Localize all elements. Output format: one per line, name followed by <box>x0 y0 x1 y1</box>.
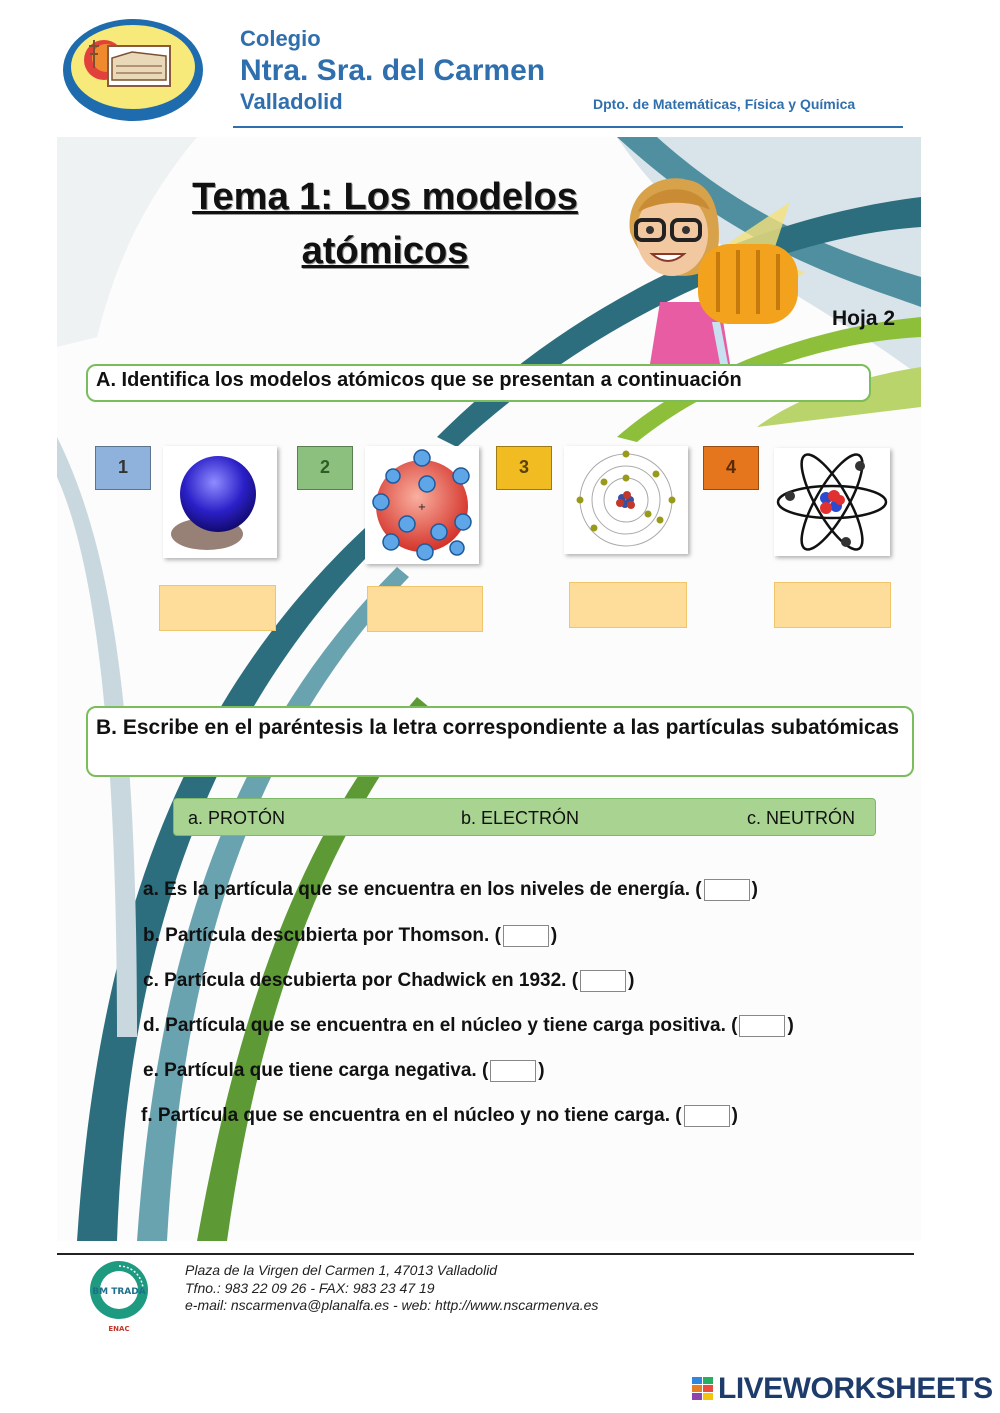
question-c <box>143 970 634 992</box>
particle-option-b: b. ELECTRÓN <box>461 808 580 828</box>
question-d-answer-input[interactable] <box>739 1015 785 1037</box>
svg-text:+: + <box>417 502 427 513</box>
question-a-close: ) <box>751 879 758 901</box>
footer-phone: Tfno.: 983 22 09 26 - FAX: 983 23 47 19 <box>185 1280 435 1296</box>
orbital-atom-model-icon <box>774 448 890 556</box>
question-c-answer-input[interactable] <box>580 970 626 992</box>
cert-brand-text: BM TRADA <box>92 1287 146 1297</box>
question-e <box>143 1060 545 1082</box>
question-b-close: ) <box>550 925 558 947</box>
question-f <box>141 1105 738 1127</box>
liveworksheets-brand: LIVEWORKSHEETS <box>718 1372 993 1405</box>
question-d <box>143 1015 794 1037</box>
question-f-close: ) <box>731 1105 738 1127</box>
solid-sphere-model-icon <box>163 446 277 558</box>
particle-option-c: c. NEUTRÓN <box>747 808 855 828</box>
question-b-answer-input[interactable] <box>503 925 549 947</box>
header-divider <box>233 126 903 128</box>
department-label: Dpto. de Matemáticas, Física y Química <box>593 96 856 112</box>
enac-text: ENAC <box>108 1325 130 1333</box>
question-e-answer-input[interactable] <box>490 1060 536 1082</box>
question-f-answer-input[interactable] <box>684 1105 730 1127</box>
worksheet-title-line1: Tema 1: Los modelos <box>192 176 578 218</box>
worksheet-title-line2: atómicos <box>301 230 469 272</box>
question-e-text: e. Partícula que tiene carga negativa. ( <box>143 1060 489 1082</box>
model-number-4: 4 <box>703 446 759 490</box>
question-c-text: c. Partícula descubierta por Chadwick en 1932. ( <box>143 970 579 992</box>
question-b <box>143 925 557 947</box>
school-logo <box>62 18 204 122</box>
plum-pudding-model-icon <box>365 446 479 564</box>
question-c-close: ) <box>628 970 635 992</box>
model-number-2: 2 <box>297 446 353 490</box>
question-a-answer-input[interactable] <box>704 879 750 901</box>
question-b-text: b. Partícula descubierta por Thomson. ( <box>143 925 501 947</box>
section-a-heading: A. Identifica los modelos atómicos que se presentan a continuación <box>96 369 742 391</box>
school-name-line1: Colegio <box>240 26 321 51</box>
footer-email-web: e-mail: nscarmenva@planalfa.es - web: http://www.nscarmenva.es <box>185 1297 599 1313</box>
question-f-text: f. Partícula que se encuentra en el núcleo y no tiene carga. ( <box>141 1105 682 1127</box>
worksheet-title <box>120 170 650 278</box>
model-number-1: 1 <box>95 446 151 490</box>
liveworksheets-logo-icon <box>692 1377 714 1401</box>
question-e-close: ) <box>538 1060 545 1082</box>
footer-address: Plaza de la Virgen del Carmen 1, 47013 Valladolid <box>185 1262 498 1278</box>
school-name-line2: Ntra. Sra. del Carmen <box>240 54 546 87</box>
sheet-number-label: Hoja 2 <box>832 307 896 330</box>
teacher-avatar-illustration <box>620 172 810 364</box>
question-d-text: d. Partícula que se encuentra en el núcleo y tiene carga positiva. ( <box>143 1015 738 1037</box>
planetary-model-icon <box>564 446 688 554</box>
answer-box-model-3[interactable] <box>569 582 687 628</box>
school-city: Valladolid <box>240 89 343 114</box>
footer-divider <box>57 1253 914 1255</box>
question-a-text: a. Es la partícula que se encuentra en los niveles de energía. ( <box>143 879 702 901</box>
answer-box-model-4[interactable] <box>774 582 891 628</box>
bm-trada-certification-logo <box>86 1260 152 1334</box>
question-a <box>143 879 758 901</box>
model-number-3: 3 <box>496 446 552 490</box>
section-b-heading: B. Escribe en el paréntesis la letra correspondiente a las partículas subatómicas <box>96 716 899 739</box>
particle-option-a: a. PROTÓN <box>188 808 286 828</box>
question-d-close: ) <box>787 1015 794 1037</box>
answer-box-model-1[interactable] <box>159 585 276 631</box>
answer-box-model-2[interactable] <box>367 586 483 632</box>
